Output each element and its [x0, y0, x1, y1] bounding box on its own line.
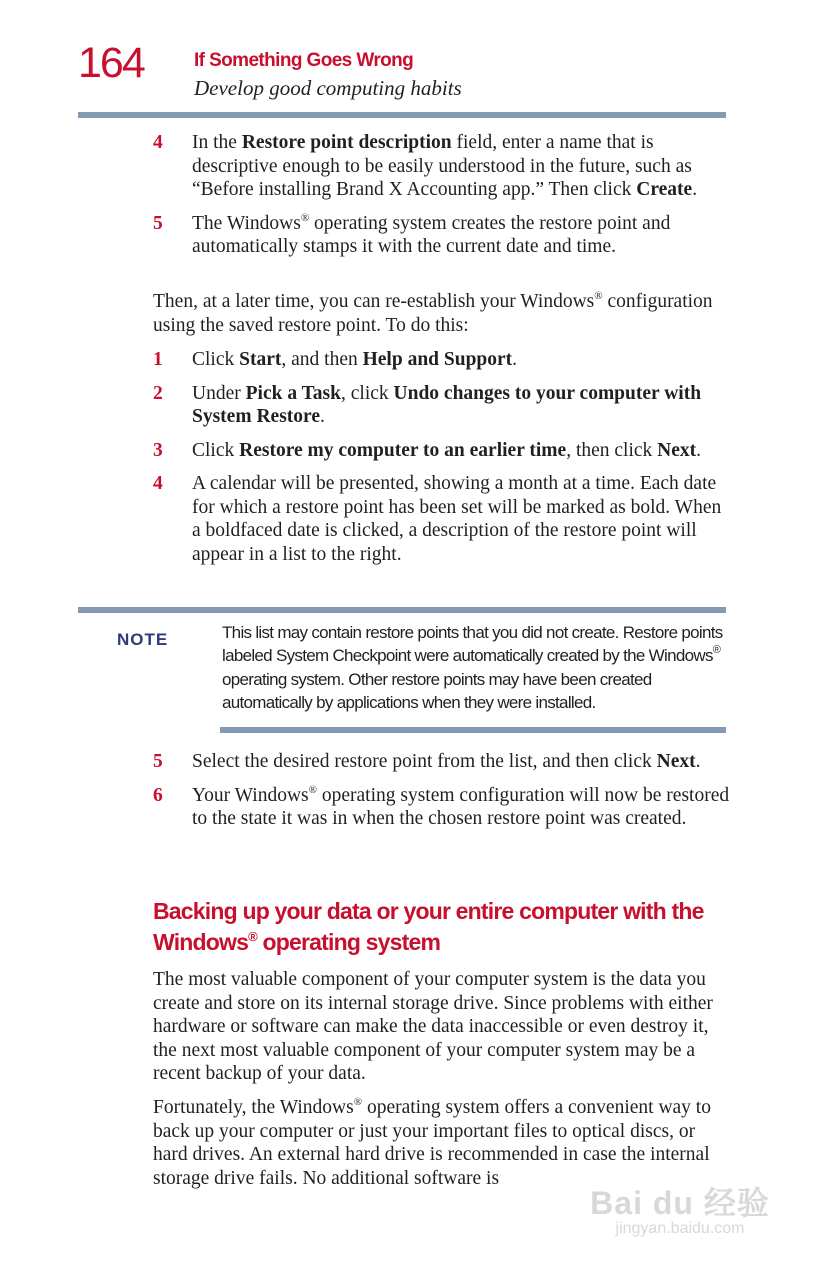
text-run: . — [692, 179, 698, 200]
baidu-watermark — [585, 1178, 775, 1238]
text-run: A calendar will be presented, showing a month at a time. Each date for which a restore point has been set will be marked as bold. When a boldfaced date is clicked, a description of the restore point will appear in a list to the right. — [192, 473, 722, 565]
note-bottom-rule — [220, 727, 726, 733]
steps-list-a — [153, 131, 733, 269]
watermark-logo: Bai du 经验 — [590, 1185, 770, 1221]
note-top-rule — [78, 607, 726, 613]
step-text — [192, 784, 733, 831]
text-run: , then click — [566, 439, 658, 461]
text-run: In the — [192, 132, 242, 153]
registered-mark: ® — [300, 211, 310, 224]
list-item — [153, 348, 733, 372]
text-run: operating system configuration will now be restored to the state it was in when the chosen restore point was created. — [192, 784, 730, 829]
bold-text: Start — [239, 349, 282, 370]
registered-mark: ® — [594, 290, 603, 302]
step-number: 3 — [153, 439, 163, 461]
text-run: Backing up your data or your entire computer with the Windows — [153, 898, 704, 955]
step-text — [192, 439, 733, 463]
bold-text: Create — [636, 179, 693, 200]
list-item — [153, 212, 733, 259]
bold-text: Undo changes to your computer with System Restore — [192, 382, 702, 427]
registered-mark: ® — [712, 644, 721, 657]
step-number: 4 — [153, 473, 163, 494]
list-item — [153, 439, 733, 463]
list-item — [153, 472, 733, 566]
text-run: Select the desired restore point from the list, and then click — [192, 751, 657, 772]
text-run: . — [512, 349, 518, 370]
watermark-url: jingyan.baidu.com — [615, 1220, 745, 1237]
text-run: field, enter a name that is descriptive enough to be easily understood in the future, such as “Before installing Brand X Accounting app.” Then click — [192, 132, 692, 200]
text-run: This list may contain restore points that you did not create. Restore points labeled System Checkpoint were automatically created by the Windows — [222, 623, 723, 666]
text-run: . — [696, 439, 702, 461]
step-text — [192, 472, 733, 566]
step-text — [192, 750, 733, 774]
text-run: operating system — [256, 929, 441, 955]
registered-mark: ® — [308, 783, 317, 796]
text-run: . — [695, 751, 701, 772]
step-text — [192, 382, 733, 429]
step-number: 5 — [153, 212, 163, 234]
bold-text: Restore my computer to an earlier time — [239, 439, 567, 461]
step-text — [192, 212, 733, 259]
bold-text: Pick a Task — [245, 382, 341, 404]
step-number: 1 — [153, 349, 163, 370]
paragraph-reestablish — [153, 290, 733, 337]
text-run: operating system. Other restore points may have been created automatically by applications when they were installed. — [222, 669, 652, 712]
text-run: The most valuable component of your computer system is the data you create and store on its internal storage drive. Since problems with either hardware or software can make the data inaccessible or even destroy it, the next most valuable component of your computer system may be a recent backup of your data. — [153, 969, 713, 1084]
step-number: 4 — [153, 132, 163, 153]
section-title: Develop good computing habits — [194, 76, 462, 100]
list-item — [153, 750, 733, 774]
list-item — [153, 784, 733, 831]
text-run: operating system creates the restore point and automatically stamps it with the current date and time. — [192, 212, 671, 257]
section-heading — [153, 896, 713, 958]
text-run: configuration using the saved restore point. To do this: — [153, 291, 713, 336]
step-text — [192, 348, 733, 372]
text-run: , and then — [281, 349, 363, 370]
step-number: 2 — [153, 382, 163, 404]
list-item — [153, 382, 733, 429]
text-run: The Windows — [192, 212, 301, 234]
registered-mark: ® — [353, 1096, 363, 1108]
note-text — [222, 621, 727, 714]
step-text — [192, 131, 733, 202]
bold-text: Next — [656, 751, 696, 772]
text-run: operating system offers a convenient way to back up your computer or just your important files to optical discs, or hard drives. An external hard drive is recommended in case the internal storage drive fails. No additional software is — [153, 1097, 711, 1189]
step-number: 6 — [153, 784, 163, 806]
text-run: Then, at a later time, you can re-establish your Windows — [153, 291, 595, 312]
bold-text: Next — [657, 439, 697, 461]
bold-text: Help and Support — [362, 349, 513, 370]
text-run: Fortunately, the Windows — [153, 1097, 354, 1118]
text-run: Click — [192, 349, 240, 370]
steps-list-b — [153, 348, 733, 576]
text-run: Under — [192, 382, 246, 404]
text-run: Your Windows — [192, 784, 309, 806]
text-run: . — [319, 406, 325, 427]
text-run: Click — [192, 439, 240, 461]
note-label: NOTE — [117, 630, 169, 649]
list-item — [153, 131, 733, 202]
text-run: , click — [341, 382, 394, 404]
chapter-title: If Something Goes Wrong — [194, 50, 414, 71]
step-number: 5 — [153, 751, 163, 772]
paragraph-fortunately — [153, 1096, 733, 1190]
header-rule — [78, 112, 726, 118]
bold-text: Restore point description — [241, 132, 452, 153]
paragraph-valuable — [153, 968, 733, 1086]
registered-mark: ® — [248, 929, 257, 944]
steps-list-c — [153, 750, 733, 841]
page-number: 164 — [78, 39, 144, 87]
